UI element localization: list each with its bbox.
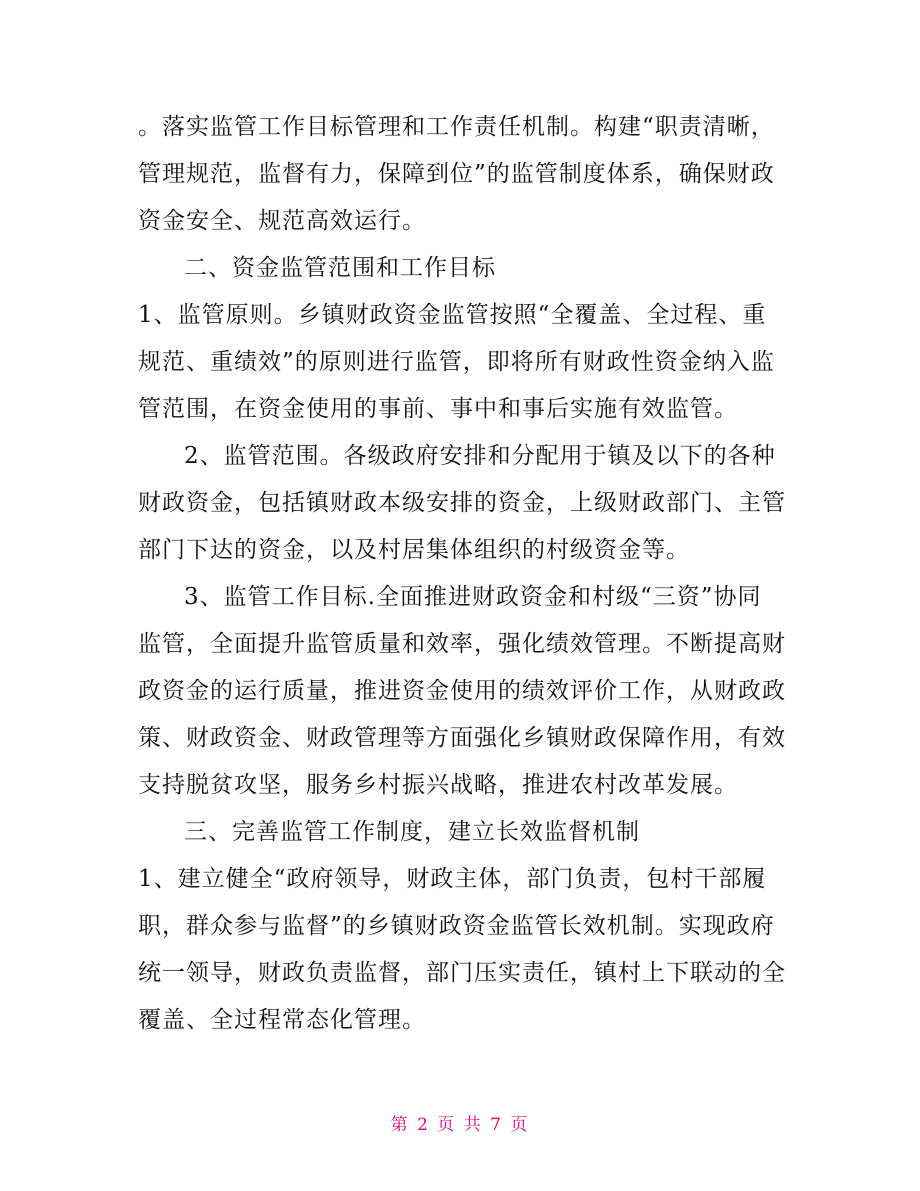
text-line: 职，群众参与监督”的乡镇财政资金监管长效机制。实现政府 [138,913,775,939]
text-line: 二、资金监管范围和工作目标 [184,255,496,281]
text-line: 2、监管范围。各级政府安排和分配用于镇及以下的各种 [184,443,776,469]
text-line: 管范围，在资金使用的事前、事中和事后实施有效监管。 [138,396,738,422]
text-line: 3、监管工作目标.全面推进财政资金和村级“三资”协同 [184,584,762,610]
text-line: 统一领导，财政负责监督，部门压实责任，镇村上下联动的全 [138,960,786,986]
paragraph [138,292,786,433]
paragraph [138,856,786,1044]
text-line: 部门下达的资金，以及村居集体组织的村级资金等。 [138,537,690,563]
text-line: 管理规范，监督有力，保障到位”的监管制度体系，确保财政 [138,161,775,187]
text-line: 财政资金，包括镇财政本级安排的资金，上级财政部门、主管 [138,490,786,516]
text-line: 1、监管原则。乡镇财政资金监管按照“全覆盖、全过程、重 [138,302,767,328]
page-footer: 第 2 页 共 7 页 [390,1115,530,1135]
text-line: 政资金的运行质量，推进资金使用的绩效评价工作，从财政政 [138,678,786,704]
paragraph [138,104,786,245]
text-line: 资金安全、规范高效运行。 [138,208,426,234]
text-line: 策、财政资金、财政管理等方面强化乡镇财政保障作用，有效 [138,725,786,751]
paragraph [138,433,786,574]
text-line: 监管，全面提升监管质量和效率，强化绩效管理。不断提高财 [138,631,786,657]
text-line: 三、完善监管工作制度，建立长效监督机制 [184,819,640,845]
text-line: 规范、重绩效”的原则进行监管，即将所有财政性资金纳入监 [138,349,775,375]
document-body [138,104,786,1044]
paragraph [138,574,786,809]
text-line: 覆盖、全过程常态化管理。 [138,1007,426,1033]
text-line: 1、建立健全“政府领导，财政主体，部门负责，包村干部履 [138,866,767,892]
text-line: 支持脱贫攻坚，服务乡村振兴战略，推进农村改革发展。 [138,772,738,798]
paragraph [138,245,786,292]
paragraph [138,809,786,856]
text-line: 。落实监管工作目标管理和工作责任机制。构建“职责清晰， [138,114,775,140]
